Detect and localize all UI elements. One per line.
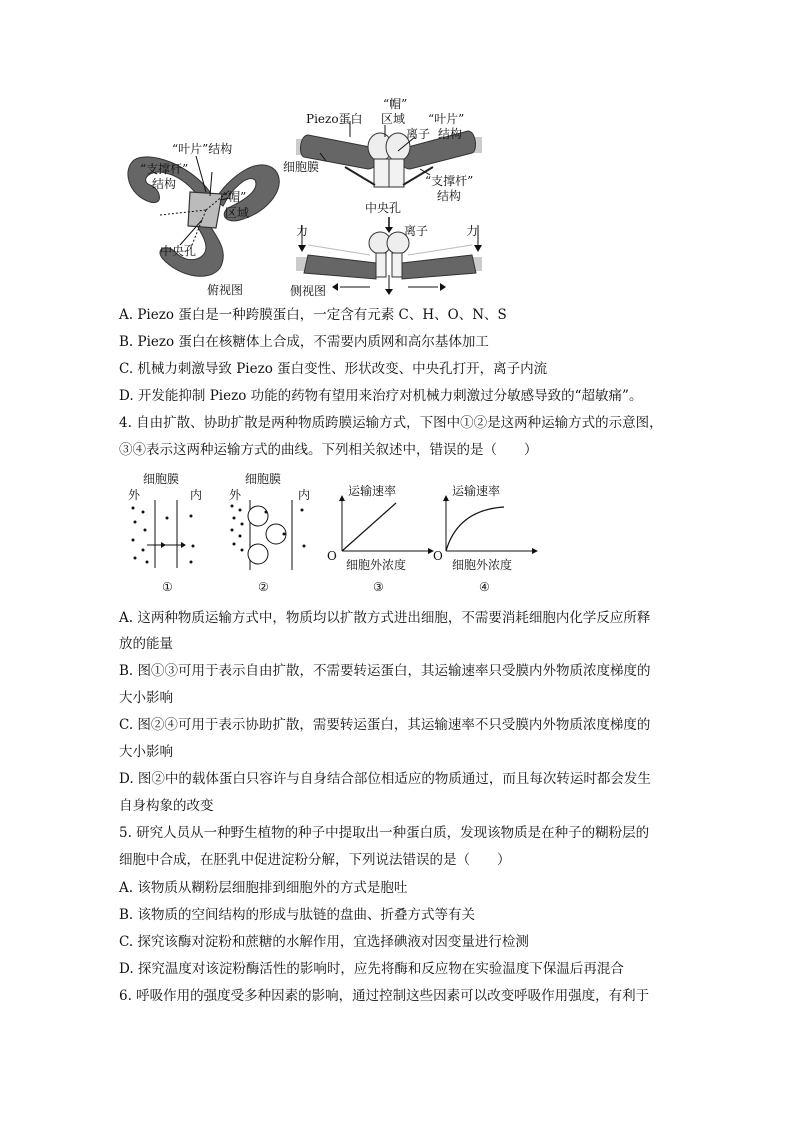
panel-number-1: ① bbox=[162, 580, 173, 594]
q5-option-a: A. 该物质从糊粉层细胞排到细胞外的方式是胞吐 bbox=[119, 880, 408, 896]
q3-option-a: A. Piezo 蛋白是一种跨膜蛋白，一定含有元素 C、H、O、N、S bbox=[119, 307, 507, 323]
facilitated-diffusion-graph bbox=[434, 495, 539, 555]
label-ion-top: 离子 bbox=[406, 127, 431, 141]
q4-option-a-line1: A. 这两种物质运输方式中，物质均以扩散方式进出细胞，不需要消耗细胞内化学反应所释 bbox=[119, 610, 651, 626]
label-cap-top-2: 区域 bbox=[381, 112, 406, 126]
concentration-label-3: 细胞外浓度 bbox=[346, 558, 407, 572]
label-strut-left-2: 结构 bbox=[152, 177, 177, 191]
concentration-label-4: 细胞外浓度 bbox=[452, 558, 513, 572]
q4-option-b-line2: 大小影响 bbox=[119, 690, 173, 706]
free-diffusion-graph bbox=[330, 495, 435, 555]
q4-option-c-line1: C. 图②④可用于表示协助扩散，需要转运蛋白，其运输速率不只受膜内外物质浓度梯度的 bbox=[119, 717, 651, 733]
q4-option-d-line2: 自身构象的改变 bbox=[119, 798, 214, 814]
rate-label-4: 运输速率 bbox=[452, 484, 501, 498]
label-cap-left-2: 区域 bbox=[225, 206, 250, 220]
inside-label-1: 内 bbox=[190, 488, 203, 502]
q4-option-d-line1: D. 图②中的载体蛋白只容许与自身结合部位相适应的物质通过，而且每次转运时都会发生 bbox=[119, 771, 651, 787]
panel-number-3: ③ bbox=[373, 580, 384, 594]
label-cap-left: “帽” bbox=[222, 190, 247, 204]
label-cell-membrane: 细胞膜 bbox=[283, 160, 320, 174]
origin-label-4: O bbox=[433, 549, 443, 563]
rate-label-3: 运输速率 bbox=[348, 484, 397, 498]
q3-option-d: D. 开发能抑制 Piezo 功能的药物有望用来治疗对机械力刺激过分敏感导致的“超敏痛”。 bbox=[119, 388, 643, 404]
q4-option-b-line1: B. 图①③可用于表示自由扩散，不需要转运蛋白，其运输速率只受膜内外物质浓度梯度的 bbox=[119, 663, 651, 679]
q5-option-c: C. 探究该酶对淀粉和蔗糖的水解作用，宜选择碘液对因变量进行检测 bbox=[119, 934, 529, 950]
label-cap-top: “帽” bbox=[383, 97, 408, 111]
label-side-view: 侧视图 bbox=[290, 284, 327, 298]
free-diffusion-diagram bbox=[125, 500, 210, 570]
q5-option-b: B. 该物质的空间结构的形成与肽链的盘曲、折叠方式等有关 bbox=[119, 907, 476, 923]
label-strut-left: “支撑杆” bbox=[140, 162, 189, 176]
label-force-left: 力 bbox=[296, 224, 309, 238]
outside-label-2: 外 bbox=[229, 488, 242, 502]
label-top-view: 俯视图 bbox=[207, 283, 244, 297]
label-leaf-right: “叶片” bbox=[428, 112, 465, 126]
outside-label-1: 外 bbox=[128, 488, 141, 502]
label-piezo-protein: Piezo蛋白 bbox=[306, 112, 363, 126]
inside-label-2: 内 bbox=[298, 488, 311, 502]
label-leaf-right-2: 结构 bbox=[438, 127, 463, 141]
panel-number-4: ④ bbox=[479, 580, 490, 594]
origin-label-3: O bbox=[327, 549, 337, 563]
q5-stem-line1: 5. 研究人员从一种野生植物的种子中提取出一种蛋白质，发现该物质是在种子的糊粉层的 bbox=[119, 825, 650, 841]
q4-option-c-line2: 大小影响 bbox=[119, 744, 173, 760]
q6-stem-line1: 6. 呼吸作用的强度受多种因素的影响，通过控制这些因素可以改变呼吸作用强度，有利于 bbox=[119, 988, 650, 1004]
q4-stem-line1: 4. 自由扩散、协助扩散是两种物质跨膜运输方式，下图中①②是这两种运输方式的示意图， bbox=[119, 415, 663, 431]
q3-option-b: B. Piezo 蛋白在核糖体上合成，不需要内质网和高尔基体加工 bbox=[119, 334, 489, 350]
label-ion-bottom: 离子 bbox=[404, 224, 429, 238]
label-strut-right: “支撑杆” bbox=[425, 174, 474, 188]
q5-stem-line2: 细胞中合成，在胚乳中促进淀粉分解，下列说法错误的是（ ） bbox=[119, 852, 511, 868]
label-leaf-structure-left: “叶片”结构 bbox=[172, 142, 233, 156]
q3-option-c: C. 机械力刺激导致 Piezo 蛋白变性、形状改变、中央孔打开，离子内流 bbox=[119, 361, 548, 377]
facilitated-diffusion-diagram bbox=[226, 500, 316, 572]
label-force-right: 力 bbox=[466, 224, 479, 238]
q4-option-a-line2: 放的能量 bbox=[119, 636, 173, 652]
label-central-pore-right: 中央孔 bbox=[365, 201, 402, 215]
label-central-pore-left: 中央孔 bbox=[160, 244, 197, 258]
membrane-label-1: 细胞膜 bbox=[143, 472, 180, 486]
membrane-label-2: 细胞膜 bbox=[245, 472, 282, 486]
label-strut-right-2: 结构 bbox=[437, 189, 462, 203]
q5-option-d: D. 探究温度对该淀粉酶活性的影响时，应先将酶和反应物在实验温度下保温后再混合 bbox=[119, 961, 624, 977]
panel-number-2: ② bbox=[258, 580, 269, 594]
q4-stem-line2: ③④表示这两种运输方式的曲线。下列相关叙述中，错误的是（ ） bbox=[119, 442, 538, 458]
